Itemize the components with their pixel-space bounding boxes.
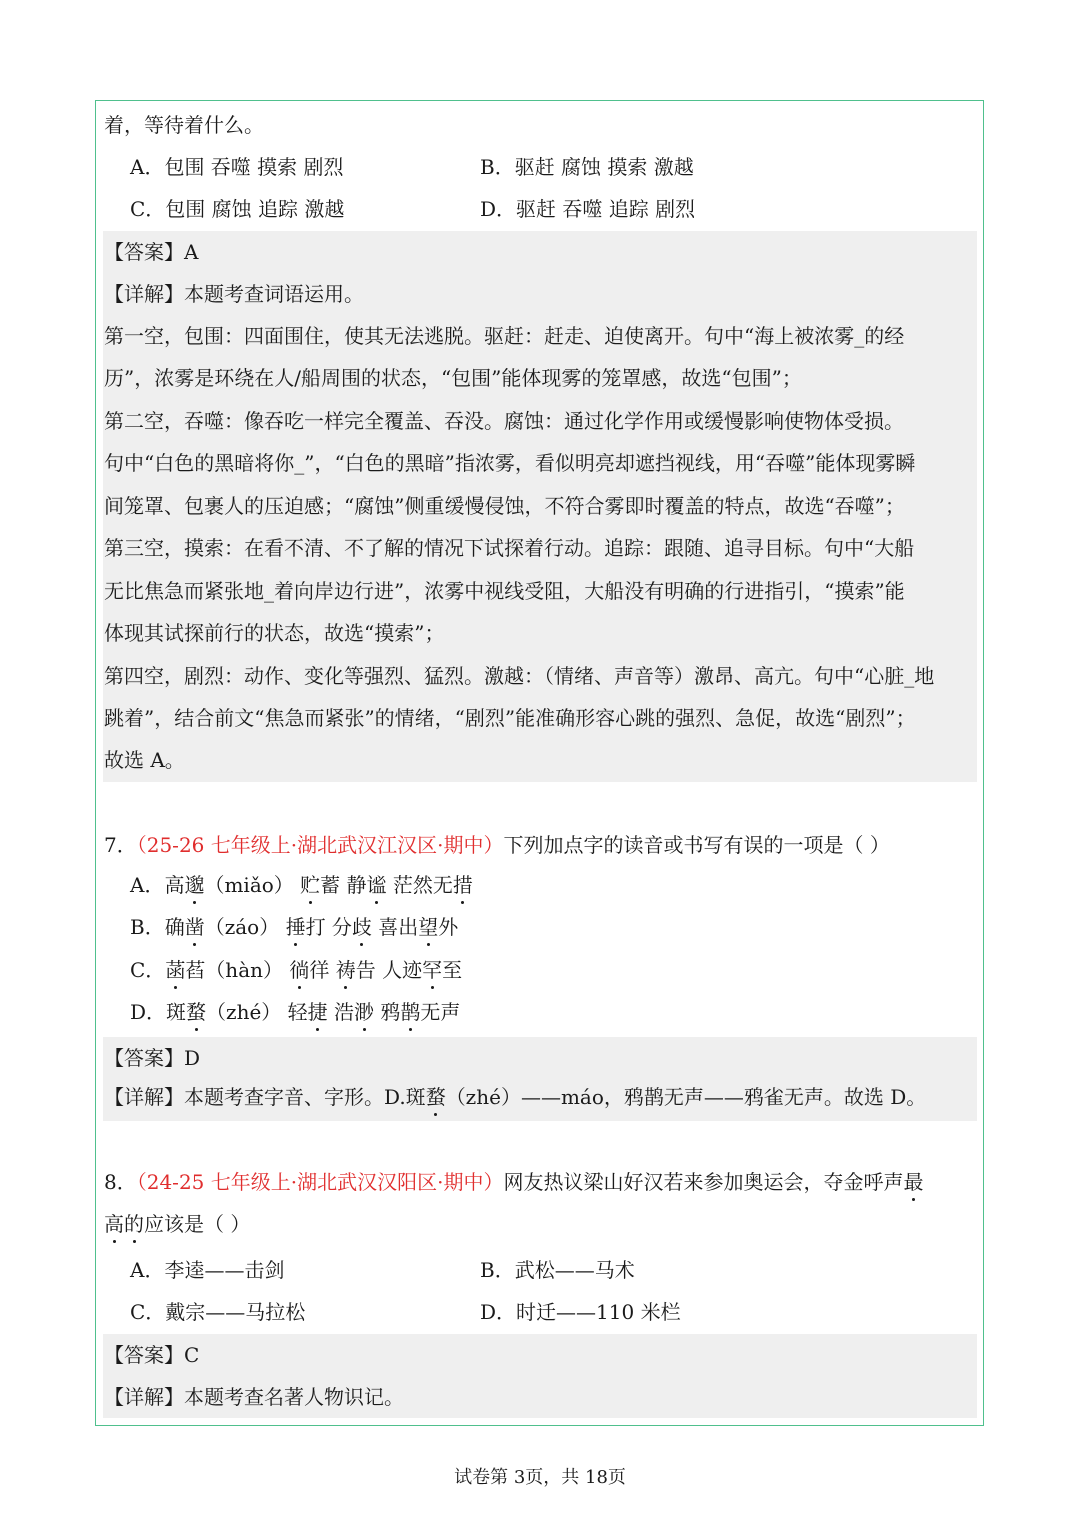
dotted-char: 措 [452,873,473,897]
dotted-char: 凿 [184,915,205,939]
detail-line: 第二空，吞噬：像吞吃一样完全覆盖、吞没。腐蚀：通过化学作用或缓慢影响使物体受损。 [104,409,904,433]
detail-line: 跳着”，结合前文“焦急而紧张”的情绪，“剧烈”能准确形容心跳的强烈、急促，故选“剧烈”； [104,706,916,730]
question-stem: 下列加点字的读音或书写有误的一项是（ ） [503,833,890,857]
option-c: C．包围 腐蚀 追踪 激越 [130,197,345,221]
dotted-char: 谧 [366,873,387,897]
dotted-char: 邈 [184,873,205,897]
option-b: B．武松——马术 [480,1258,635,1282]
detail-line: 故选 A。 [104,748,185,772]
question-source: （24-25 七年级上·湖北武汉汉阳区·期中） [136,1170,504,1194]
option-c: C．菡萏（hàn） 徜徉 祷告 人迹罕至 [130,958,463,982]
detail-line: 第一空，包围：四面围住，使其无法逃脱。驱赶：赶走、迫使离开。句中“海上被浓雾_的经 [104,324,905,348]
dotted-char: 歧 [351,915,372,939]
dotted-char: 祷 [335,958,356,982]
dotted-char: 最 [903,1170,924,1194]
option-d: D．斑蝥（zhé） 轻捷 浩渺 鸦鹊无声 [130,1000,461,1024]
dotted-char: 蝥 [186,1000,207,1024]
detail-line: 句中“白色的黑暗将你_”，“白色的黑暗”指浓雾，看似明亮却遮挡视线，用“吞噬”能体现雾瞬 [104,451,916,475]
dotted-char: 的 [124,1212,144,1236]
detail-line: 第三空，摸索：在看不清、不了解的情况下试探着行动。追踪：跟随、追寻目标。句中“大船 [104,536,915,560]
dotted-char: 贮 [300,873,321,897]
detail-line: 【详解】本题考查字音、字形。D.斑蝥（zhé）——máo，鸦鹊无声——鸦雀无声。故选 D。 [104,1085,927,1109]
question-text: 着，等待着什么。 [104,113,264,137]
page-footer: 试卷第 3页，共 18页 [454,1467,626,1488]
question-8 [104,1168,923,1196]
detail-line: 体现其试探前行的状态，故选“摸索”； [104,621,445,645]
answer: 【答案】A [104,240,199,264]
dotted-char: 徜 [289,958,310,982]
option-a: A．李逵——击剑 [130,1258,285,1282]
detail-line: 历”，浓雾是环绕在人/船周围的状态，“包围”能体现雾的笼罩感，故选“包围”； [104,366,802,390]
dotted-char: 罕 [422,958,443,982]
detail-line: 第四空，剧烈：动作、变化等强烈、猛烈。激越：（情绪、声音等）激昂、高亢。句中“心脏_地 [104,664,935,688]
question-7 [104,831,890,859]
option-a: A．包围 吞噬 摸索 剧烈 [130,155,344,179]
dotted-char: 菡 [165,958,186,982]
dotted-char: 望 [418,915,439,939]
question-8-cont: 高的应该是（ ） [104,1212,251,1236]
detail-line: 无比焦急而紧张地_着向岸边行进”，浓雾中视线受阻，大船没有明确的行进指引，“摸索”能 [104,579,905,603]
answer: 【答案】D [104,1046,201,1070]
dotted-char: 捷 [307,1000,328,1024]
answer: 【答案】C [104,1343,200,1367]
question-source: （25-26 七年级上·湖北武汉江汉区·期中） [136,833,504,857]
question-number: 7． [104,833,137,857]
dotted-char: 捶 [285,915,306,939]
option-b: B．确凿（záo） 捶打 分歧 喜出望外 [130,915,459,939]
option-d: D．驱赶 吞噬 追踪 剧烈 [480,197,696,221]
option-b: B．驱赶 腐蚀 摸索 激越 [480,155,694,179]
option-c: C．戴宗——马拉松 [130,1300,306,1324]
question-number: 8． [104,1170,137,1194]
detail-line: 【详解】本题考查词语运用。 [104,282,364,306]
detail-line: 【详解】本题考查名著人物识记。 [104,1385,404,1409]
option-d: D．时迁——110 米栏 [480,1300,681,1324]
dotted-char: 高 [104,1212,124,1236]
dotted-char: 鹊 [400,1000,421,1024]
dotted-char: 渺 [354,1000,375,1024]
question-stem: 网友热议梁山好汉若来参加奥运会，夺金呼声 [503,1170,904,1194]
dotted-char: 蝥 [425,1085,446,1109]
detail-line: 间笼罩、包裹人的压迫感；“腐蚀”侧重缓慢侵蚀，不符合雾即时覆盖的特点，故选“吞噬”； [104,494,905,518]
option-a: A．高邈（miǎo） 贮蓄 静谧 茫然无措 [130,873,473,897]
